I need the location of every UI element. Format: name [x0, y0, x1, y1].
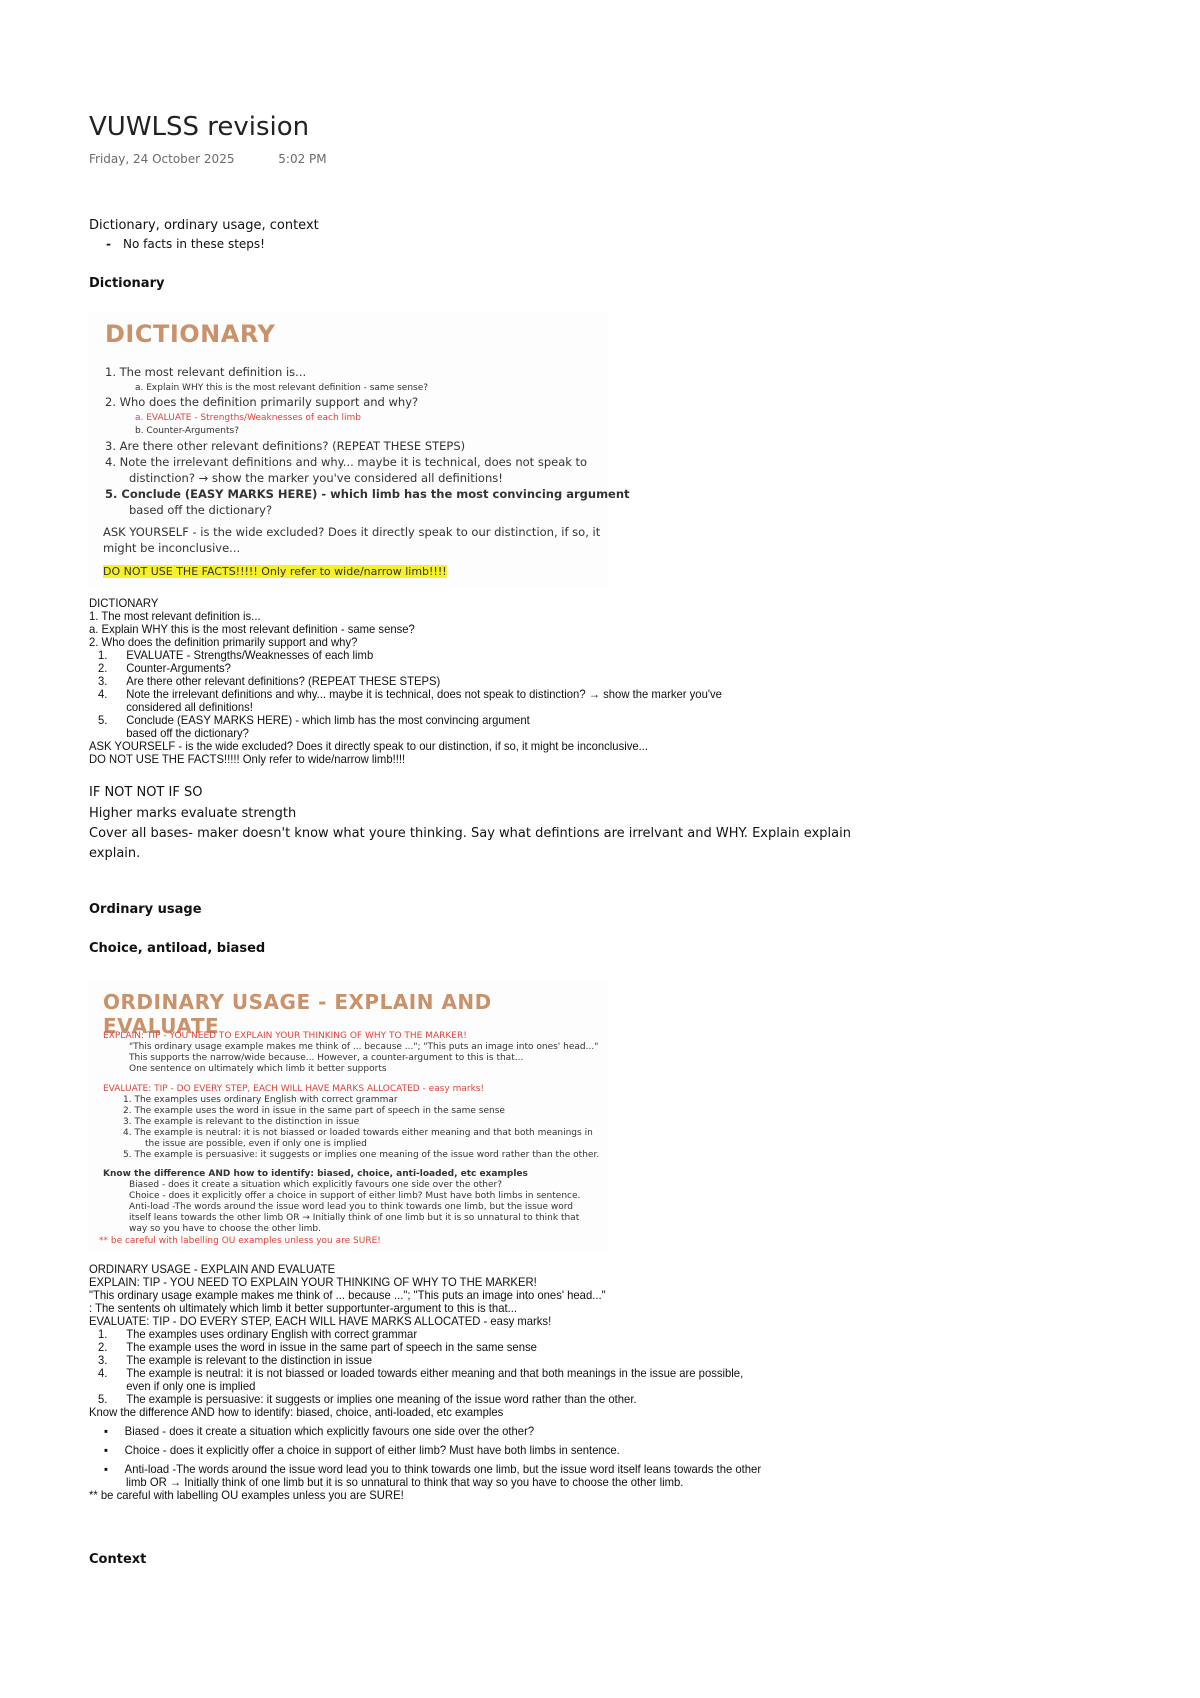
numbered-item: 3. The example is relevant to the distinction in issue [98, 1353, 372, 1367]
note-time: 5:02 PM [278, 152, 327, 166]
slide-line: This supports the narrow/wide because... However, a counter-argument to this is that... [129, 1053, 524, 1063]
text-line: DICTIONARY [89, 596, 159, 610]
slide-line: 2. The example uses the word in issue in the same part of speech in the same sense [123, 1106, 505, 1116]
slide-line: might be inconclusive... [103, 541, 241, 555]
numbered-item: 2. The example uses the word in issue in the same part of speech in the same sense [98, 1340, 537, 1354]
page-meta [89, 152, 367, 166]
slide-line: 1. The examples uses ordinary English with correct grammar [123, 1095, 398, 1105]
bullet-item: ▪ Anti-load -The words around the issue word lead you to think towards one limb, but the issue word itself leans towards the other [104, 1462, 762, 1476]
text-line: 2. Who does the definition primarily support and why? [89, 635, 358, 649]
ordinary-usage-slide-image [89, 978, 609, 1250]
slide-line: the issue are possible, even if only one is implied [145, 1139, 367, 1149]
slide-line: a. Explain WHY this is the most relevant definition - same sense? [135, 383, 429, 393]
bullet-item: ▪ Biased - does it create a situation which explicitly favours one side over the other? [104, 1424, 535, 1438]
slide-line: distinction? → show the marker you've considered all definitions! [129, 471, 503, 485]
slide-line: itself leans towards the other limb OR → Initially think of one limb but it is so unnatural to think that [129, 1213, 580, 1223]
numbered-item: 1. The examples uses ordinary English with correct grammar [98, 1327, 418, 1341]
numbered-item: based off the dictionary? [126, 726, 249, 740]
slide-warning: ** be careful with labelling OU examples unless you are SURE! [99, 1236, 381, 1246]
intro-heading: Dictionary, ordinary usage, context [89, 218, 319, 233]
text-line: Know the difference AND how to identify: biased, choice, anti-loaded, etc examples [89, 1405, 504, 1419]
slide-line: Choice - does it explicitly offer a choice in support of either limb? Must have both limbs in sentence. [129, 1191, 581, 1201]
slide-line: b. Counter-Arguments? [135, 426, 239, 436]
text-line: : The sentents oh ultimately which limb it better supportunter-argument to this is that... [89, 1301, 518, 1315]
slide-line: ASK YOURSELF - is the wide excluded? Does it directly speak to our distinction, if so, it [103, 525, 601, 539]
note-line: IF NOT NOT IF SO [89, 785, 203, 800]
slide-line: One sentence on ultimately which limb it better supports [129, 1064, 387, 1074]
slide-line: 3. The example is relevant to the distinction in issue [123, 1117, 360, 1127]
note-line: Higher marks evaluate strength [89, 806, 297, 821]
bullet-item: ▪ Choice - does it explicitly offer a choice in support of either limb? Must have both limbs in sentence. [104, 1443, 620, 1457]
slide-line: 5. Conclude (EASY MARKS HERE) - which limb has the most convincing argument [105, 487, 630, 501]
numbered-item: even if only one is implied [126, 1379, 256, 1393]
page-title: VUWLSS revision [89, 112, 310, 142]
ordinary-usage-subheading: Choice, antiload, biased [89, 941, 266, 956]
slide-line: EXPLAIN: TIP - YOU NEED TO EXPLAIN YOUR THINKING OF WHY TO THE MARKER! [103, 1031, 467, 1041]
slide-line: "This ordinary usage example makes me think of ... because ..."; "This puts an image into ones' head..." [129, 1042, 599, 1052]
text-line: ORDINARY USAGE - EXPLAIN AND EVALUATE [89, 1262, 336, 1276]
numbered-item: 4. The example is neutral: it is not biassed or loaded towards either meaning and that both meanings in the issue are possible, [98, 1366, 744, 1380]
numbered-item: 1. EVALUATE - Strengths/Weaknesses of each limb [98, 648, 374, 662]
ordinary-slide-title: ORDINARY USAGE - EXPLAIN AND EVALUATE [103, 990, 492, 1038]
slide-line: 5. The example is persuasive: it suggests or implies one meaning of the issue word rather than the other. [123, 1150, 600, 1160]
numbered-item: considered all definitions! [126, 700, 253, 714]
ordinary-usage-heading: Ordinary usage [89, 902, 202, 917]
text-line: EXPLAIN: TIP - YOU NEED TO EXPLAIN YOUR THINKING OF WHY TO THE MARKER! [89, 1275, 537, 1289]
text-line: DO NOT USE THE FACTS!!!!! Only refer to wide/narrow limb!!!! [89, 752, 406, 766]
slide-line: EVALUATE: TIP - DO EVERY STEP, EACH WILL HAVE MARKS ALLOCATED - easy marks! [103, 1084, 485, 1094]
slide-line: Anti-load -The words around the issue word lead you to think towards one limb, but the issue word [129, 1202, 574, 1212]
dictionary-heading: Dictionary [89, 276, 165, 291]
slide-line: Biased - does it create a situation which explicitly favours one side over the other? [129, 1180, 502, 1190]
slide-line: 4. Note the irrelevant definitions and why... maybe it is technical, does not speak to [105, 455, 588, 469]
dictionary-slide-image [89, 312, 630, 590]
note-date: Friday, 24 October 2025 [89, 152, 235, 166]
text-line: 1. The most relevant definition is... [89, 609, 261, 623]
text-line: EVALUATE: TIP - DO EVERY STEP, EACH WILL HAVE MARKS ALLOCATED - easy marks! [89, 1314, 552, 1328]
numbered-item: 2. Counter-Arguments? [98, 661, 231, 675]
context-heading: Context [89, 1552, 147, 1567]
text-line: ASK YOURSELF - is the wide excluded? Does it directly speak to our distinction, if so, it might be inconclusive... [89, 739, 649, 753]
slide-line: Know the difference AND how to identify: biased, choice, anti-loaded, etc examples [103, 1169, 528, 1179]
slide-line: way so you have to choose the other limb. [129, 1224, 321, 1234]
dictionary-slide-title: DICTIONARY [105, 320, 276, 348]
slide-highlight: DO NOT USE THE FACTS!!!!! Only refer to wide/narrow limb!!!! [103, 565, 447, 578]
slide-line: 4. The example is neutral: it is not biassed or loaded towards either meaning and that both meanings in [123, 1128, 593, 1138]
slide-line: a. EVALUATE - Strengths/Weaknesses of each limb [135, 413, 362, 423]
text-line: ** be careful with labelling OU examples unless you are SURE! [89, 1488, 404, 1502]
slide-line: 2. Who does the definition primarily support and why? [105, 395, 419, 409]
slide-line: 1. The most relevant definition is... [105, 365, 307, 379]
numbered-item: 3. Are there other relevant definitions? (REPEAT THESE STEPS) [98, 674, 441, 688]
text-line: a. Explain WHY this is the most relevant definition - same sense? [89, 622, 415, 636]
note-line: explain. [89, 846, 141, 861]
note-line: Cover all bases- maker doesn't know what youre thinking. Say what defintions are irrelvant and WHY. Explain explain [89, 826, 851, 841]
numbered-item: 5. The example is persuasive: it suggests or implies one meaning of the issue word rather than the other. [98, 1392, 637, 1406]
text-line: "This ordinary usage example makes me think of ... because ..."; "This puts an image into ones' head..." [89, 1288, 606, 1302]
bullet-continuation: limb OR → Initially think of one limb but it is so unnatural to think that way so you have to choose the other limb. [126, 1475, 684, 1489]
numbered-item: 4. Note the irrelevant definitions and why... maybe it is technical, does not speak to distinction? → show the marker you've [98, 687, 722, 701]
slide-line: 3. Are there other relevant definitions? (REPEAT THESE STEPS) [105, 439, 466, 453]
numbered-item: 5. Conclude (EASY MARKS HERE) - which limb has the most convincing argument [98, 713, 530, 727]
intro-bullet: - No facts in these steps! [106, 237, 265, 251]
slide-line: based off the dictionary? [129, 503, 273, 517]
